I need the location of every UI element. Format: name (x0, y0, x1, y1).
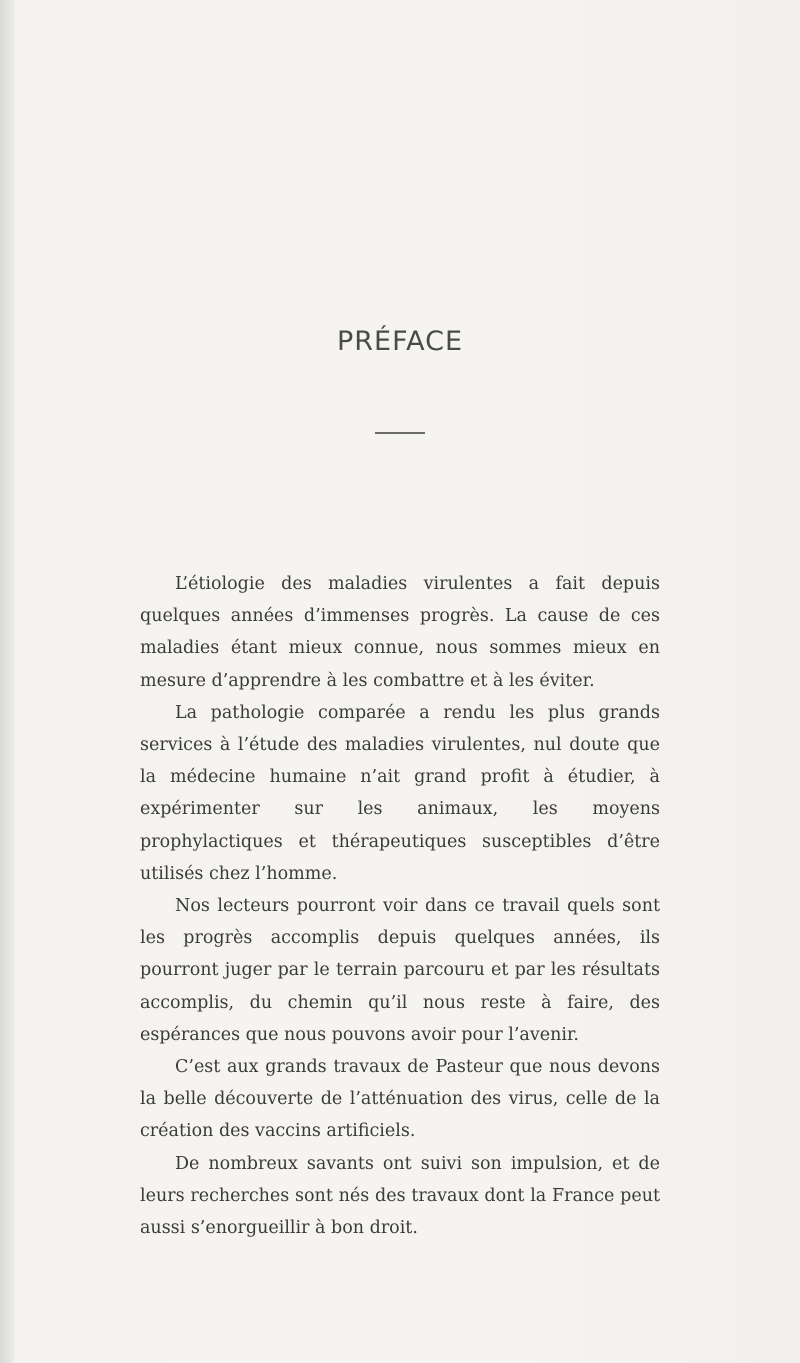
page-gutter-shadow (0, 0, 14, 1363)
paragraph-4: C’est aux grands travaux de Pasteur que nous devons la belle découverte de l’atténuation des virus, celle de la création des vaccins artificiels. (140, 1057, 660, 1142)
paragraph-5: De nombreux savants ont suivi son impulsion, et de leurs recherches sont nés des travaux dont la France peut aussi s’enorgueillir à bon droit. (140, 1153, 660, 1239)
title-divider (375, 432, 425, 434)
paragraph-3: Nos lecteurs pourront voir dans ce travail quels sont les progrès accomplis depuis quelques années, ils pourront juger par le terrain parcouru et par les résultats accomplis, du chemin qu’il nous reste à faire, des espérances que nous pouvons avoir pour l’avenir. (140, 896, 660, 1045)
preface-body (140, 568, 660, 1244)
paragraph-2: La pathologie comparée a rendu les plus grands services à l’étude des maladies virulentes, nul doute que la médecine humaine n’ait grand profit à étudier, à expérimenter sur les animaux, les moyens prophylactiques et thérapeutiques susceptibles d’être utilisés chez l’homme. (140, 702, 660, 884)
paragraph-1: L’étiologie des maladies virulentes a fait depuis quelques années d’immenses progrès. La cause de ces maladies étant mieux connue, nous sommes mieux en mesure d’apprendre à les combattre et à les éviter. (140, 574, 660, 691)
page-title: PRÉFACE (336, 326, 464, 357)
